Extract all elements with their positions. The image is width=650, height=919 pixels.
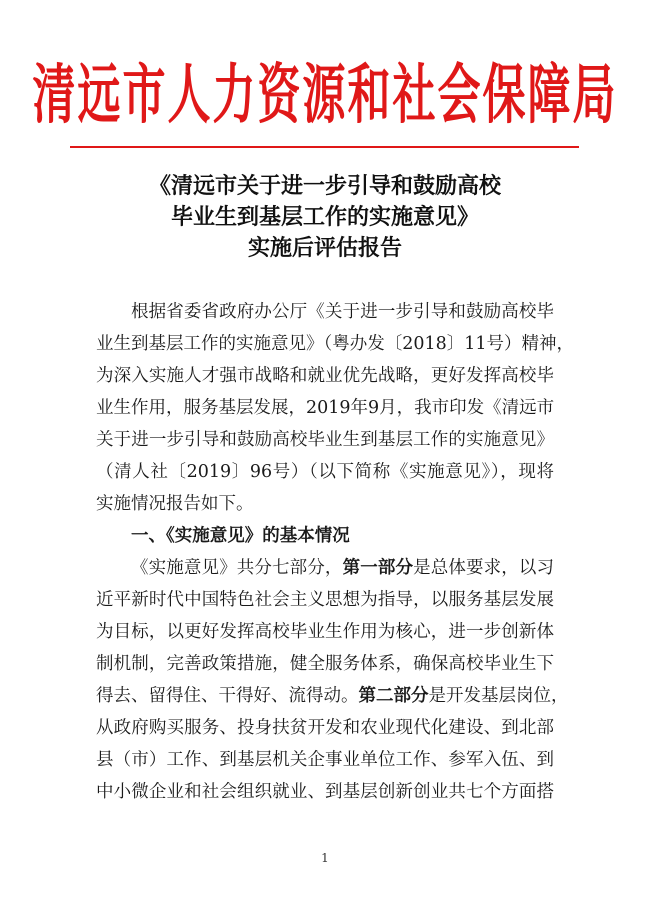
- body-text: 是总体要求，以习: [413, 558, 555, 578]
- agency-letterhead: 清远市人力资源和社会保障局: [32, 58, 618, 134]
- body-line: 业生作用，服务基层发展，2019年9月，我市印发《清远市: [96, 398, 555, 418]
- body-line: [96, 680, 569, 712]
- body-line: 近平新时代中国特色社会主义思想为指导，以服务基层发展: [96, 590, 554, 610]
- body-line: 中小微企业和社会组织就业、到基层创新创业共七个方面搭: [96, 782, 554, 802]
- body-line: 实施情况报告如下。: [96, 494, 254, 514]
- body-line: 关于进一步引导和鼓励高校毕业生到基层工作的实施意见》: [96, 430, 554, 450]
- body-line: 从政府购买服务、投身扶贫开发和农业现代化建设、到北部: [96, 718, 554, 738]
- body-line: （清人社〔2019〕96号）（以下简称《实施意见》），现将: [96, 462, 554, 482]
- body-text: 得去、留得住、干得好、流得动。: [96, 686, 359, 706]
- body-line: 为目标，以更好发挥高校毕业生作用为核心，进一步创新体: [96, 622, 554, 642]
- emphasis-part-one: 第一部分: [342, 558, 414, 578]
- title-line: 实施后评估报告: [247, 235, 402, 261]
- title-line: 毕业生到基层工作的实施意见》: [170, 204, 479, 230]
- body-line: 业生到基层工作的实施意见》（粤办发〔2018〕11号）精神，: [96, 334, 575, 354]
- title-line: 《清远市关于进一步引导和鼓励高校: [148, 173, 501, 199]
- emphasis-part-two: 第二部分: [358, 686, 429, 706]
- document-body: [96, 296, 575, 808]
- section-heading: 一、《实施意见》的基本情况: [131, 526, 350, 546]
- letterhead-divider: [70, 146, 579, 148]
- document-title: [60, 171, 590, 264]
- body-text: 是开发基层岗位，: [428, 686, 569, 706]
- body-line: 根据省委省政府办公厅《关于进一步引导和鼓励高校毕: [131, 302, 554, 322]
- page-number: 1: [321, 851, 329, 865]
- body-line: 县（市）工作、到基层机关企事业单位工作、参军入伍、到: [96, 750, 554, 770]
- body-line: 制机制，完善政策措施，健全服务体系，确保高校毕业生下: [96, 654, 554, 674]
- body-text: 《实施意见》共分七部分，: [131, 558, 343, 578]
- body-line: 为深入实施人才强市战略和就业优先战略，更好发挥高校毕: [96, 366, 554, 386]
- body-line: [96, 552, 554, 584]
